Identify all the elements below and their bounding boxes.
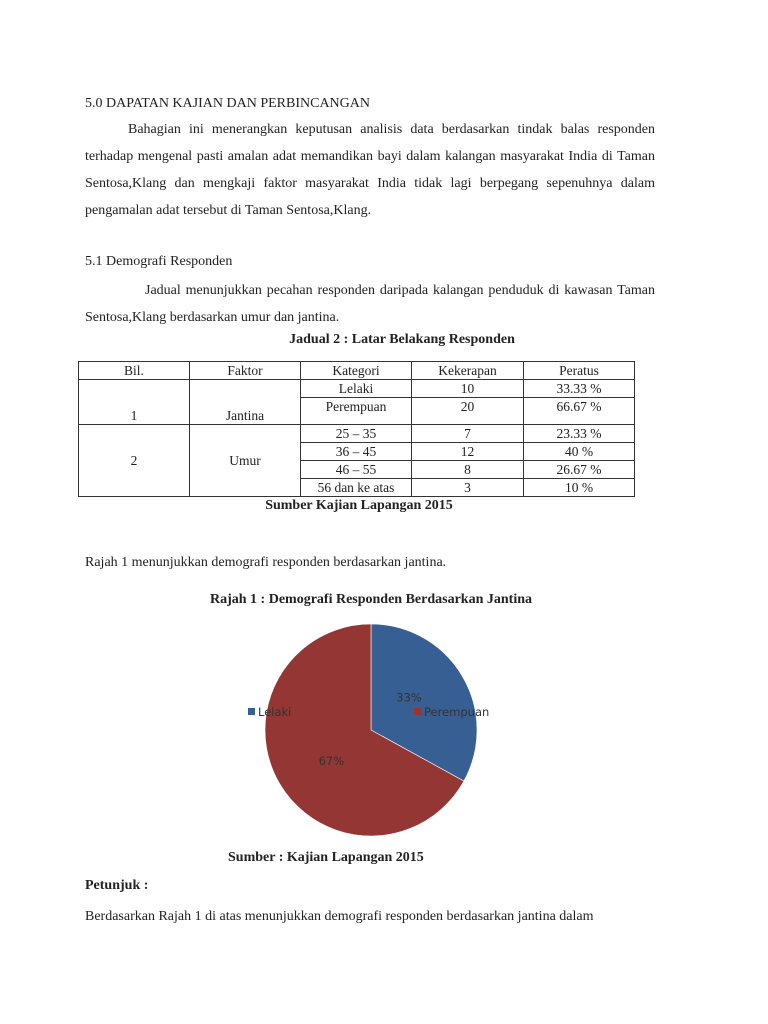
pie-data-label-perempuan: 67%	[318, 753, 345, 768]
cell-kategori: 56 dan ke atas	[301, 479, 412, 497]
cell-faktor: Jantina	[190, 380, 301, 425]
final-paragraph: Berdasarkan Rajah 1 di atas menunjukkan demografi responden berdasarkan jantina dalam	[85, 909, 594, 924]
petunjuk-heading: Petunjuk :	[85, 878, 149, 893]
cell-kategori: 25 – 35	[301, 425, 412, 443]
cell-peratus: 66.67 %	[524, 398, 635, 425]
cell-faktor: Umur	[190, 425, 301, 497]
cell-kekerapan: 7	[412, 425, 524, 443]
cell-peratus: 26.67 %	[524, 461, 635, 479]
cell-kekerapan: 20	[412, 398, 524, 425]
section-heading: 5.0 DAPATAN KAJIAN DAN PERBINCANGAN	[85, 96, 370, 111]
rajah-intro-text: Rajah 1 menunjukkan demografi responden berdasarkan jantina.	[85, 555, 447, 570]
cell-peratus: 33.33 %	[524, 380, 635, 398]
cell-peratus: 23.33 %	[524, 425, 635, 443]
demografi-text: Jadual menunjukkan pecahan responden daripada kalangan penduduk di kawasan Taman Sentosa,Klang berdasarkan umur dan jantina.	[85, 283, 655, 325]
header-kategori: Kategori	[301, 362, 412, 380]
cell-kategori: Lelaki	[301, 380, 412, 398]
cell-kategori: Perempuan	[301, 398, 412, 425]
header-kekerapan: Kekerapan	[412, 362, 524, 380]
cell-kategori: 36 – 45	[301, 443, 412, 461]
header-bil: Bil.	[79, 362, 190, 380]
cell-bil: 1	[79, 380, 190, 425]
legend-label-perempuan: Perempuan	[424, 705, 490, 719]
pie-data-label-lelaki: 33%	[396, 690, 422, 705]
cell-bil: 2	[79, 425, 190, 497]
legend-swatch-lelaki	[248, 708, 255, 715]
chart-source: Sumber : Kajian Lapangan 2015	[228, 850, 424, 865]
cell-kekerapan: 8	[412, 461, 524, 479]
table-title: Jadual 2 : Latar Belakang Responden	[289, 332, 515, 347]
cell-kekerapan: 12	[412, 443, 524, 461]
cell-kategori: 46 – 55	[301, 461, 412, 479]
header-peratus: Peratus	[524, 362, 635, 380]
legend-swatch-perempuan	[414, 708, 421, 715]
legend-label-lelaki: Lelaki	[258, 705, 292, 719]
table-source: Sumber Kajian Lapangan 2015	[265, 498, 453, 513]
sub-heading: 5.1 Demografi Responden	[85, 254, 233, 269]
chart-title: Rajah 1 : Demografi Responden Berdasarkan Jantina	[209, 592, 532, 607]
intro-text: Bahagian ini menerangkan keputusan analisis data berdasarkan tindak balas responden terhadap mengenal pasti amalan adat memandikan bayi dalam kalangan masyarakat India di Taman Sentosa,Klang dan mengkaji faktor masyarakat India tidak lagi berpegang sepenuhnya dalam pengamalan adat tersebut di Taman Sentosa,Klang.	[85, 122, 655, 218]
cell-peratus: 10 %	[524, 479, 635, 497]
cell-kekerapan: 3	[412, 479, 524, 497]
cell-kekerapan: 10	[412, 380, 524, 398]
header-faktor: Faktor	[190, 362, 301, 380]
cell-peratus: 40 %	[524, 443, 635, 461]
